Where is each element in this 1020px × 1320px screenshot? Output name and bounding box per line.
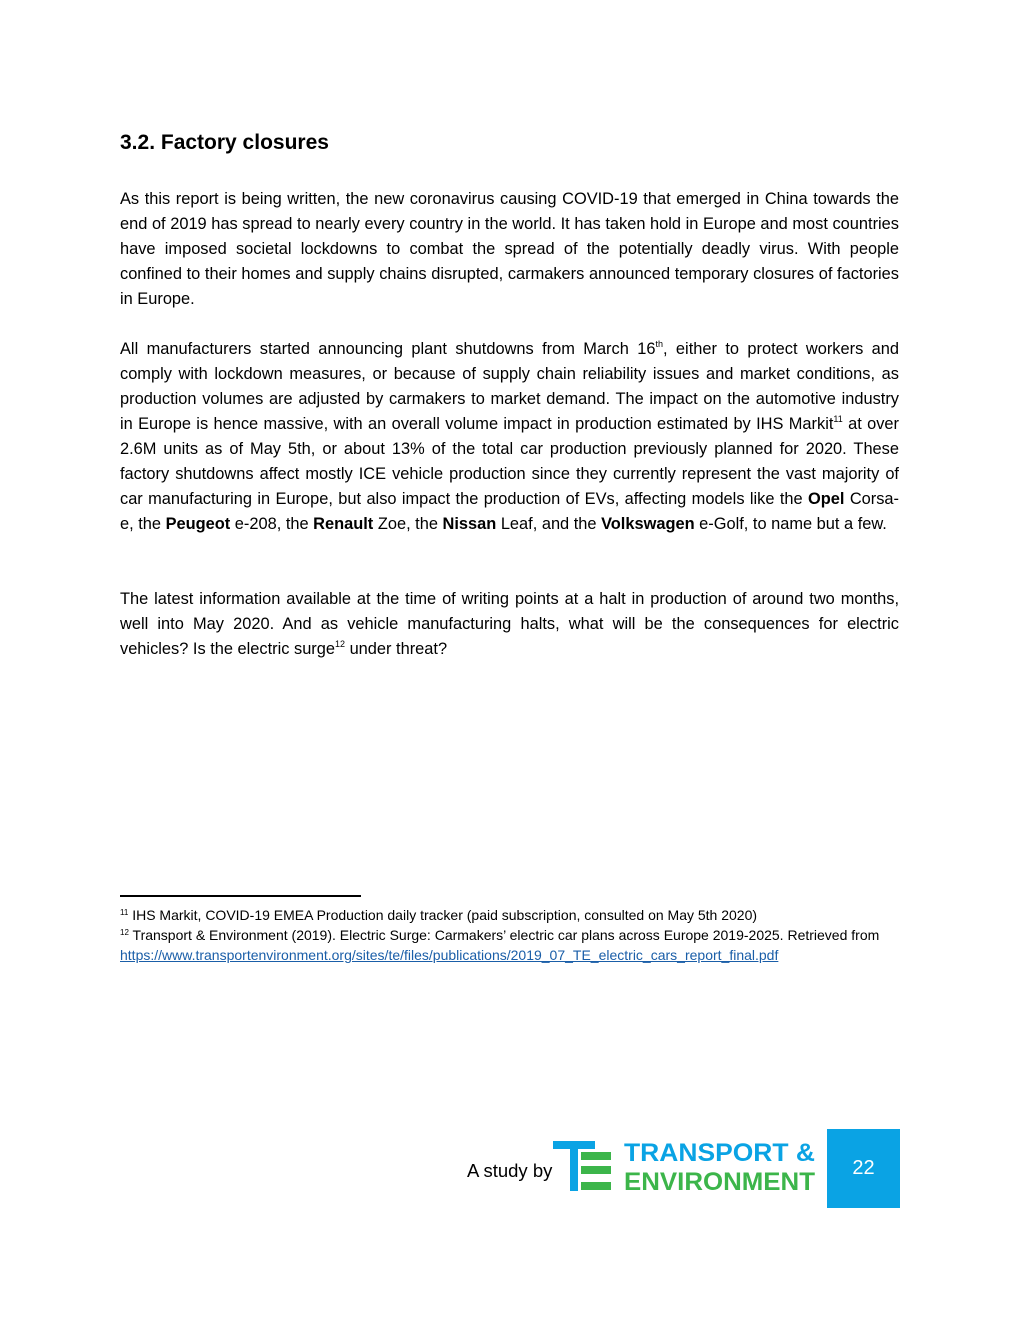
footnote-ref-12[interactable]: 12 xyxy=(335,639,346,649)
te-logo-mark-icon xyxy=(553,1141,611,1191)
paragraph-latest-information xyxy=(120,587,899,662)
footnote-11 xyxy=(120,905,880,925)
p2-text-f: Zoe, the xyxy=(373,515,443,533)
ordinal-suffix: th xyxy=(655,339,663,349)
brand-peugeot: Peugeot xyxy=(165,515,231,533)
footnote-text: Transport & Environment (2019). Electric Surge: Carmakers’ electric car plans across Europe 2019-2025. Retrieved from xyxy=(128,927,880,943)
p2-text-d: Corsa-e, the xyxy=(120,490,900,533)
logo-environment-text: ENVIRONMENT xyxy=(624,1168,815,1194)
footnote-ref-11[interactable]: 11 xyxy=(833,414,843,424)
footnote-text: IHS Markit, COVID-19 EMEA Production daily tracker (paid subscription, consulted on May 5th 2020) xyxy=(128,907,758,923)
paragraph-covid-spread: As this report is being written, the new coronavirus causing COVID-19 that emerged in China towards the end of 2019 has spread to nearly every country in the world. It has taken hold in Europe and most countries have imposed societal lockdowns to combat the spread of the potentially deadly virus. With people confined to their homes and supply chains disrupted, carmakers announced temporary closures of factories in Europe. xyxy=(120,190,899,308)
page-number: 22 xyxy=(827,1129,900,1208)
p2-text-a: All manufacturers started announcing plant shutdowns from March 16 xyxy=(120,340,656,358)
brand-opel: Opel xyxy=(808,490,845,508)
study-by-label: A study by xyxy=(467,1160,553,1181)
p2-text-h: e-Golf, to name but a few. xyxy=(694,515,887,533)
logo-transport-text: TRANSPORT & xyxy=(624,1139,815,1167)
te-logo xyxy=(553,1138,817,1194)
section-heading: 3.2. Factory closures xyxy=(120,131,329,154)
footnote-number: 12 xyxy=(120,928,129,937)
footnote-12 xyxy=(120,925,880,965)
footnote-number: 11 xyxy=(120,908,129,917)
p2-text-e: e-208, the xyxy=(230,515,314,533)
brand-volkswagen: Volkswagen xyxy=(601,515,695,533)
p2-text-g: Leaf, and the xyxy=(496,515,602,533)
brand-renault: Renault xyxy=(313,515,374,533)
p3-text-a: The latest information available at the time of writing points at a halt in production of around two months, well into May 2020. And as vehicle manufacturing halts, what will be the consequences for electric vehicles? Is the electric surge xyxy=(120,590,899,658)
p3-text-b: under threat? xyxy=(345,640,448,658)
brand-nissan: Nissan xyxy=(442,515,497,533)
p2-text-b: , either to protect workers and comply with lockdown measures, or because of supply chain reliability issues and market conditions, as production volumes are adjusted by carmakers to market demand. The impact on the automotive industry in Europe is hence massive, with an overall volume impact in production estimated by IHS Markit xyxy=(120,340,900,433)
report-link[interactable]: https://www.transportenvironment.org/sites/te/files/publications/2019_07_TE_electric_cars_report_final.pdf xyxy=(120,947,779,963)
p2-text-c: at over 2.6M units as of May 5th, or about 13% of the total car production previously planned for 2020. These factory shutdowns affect mostly ICE vehicle production since they currently represent the vast majority of car manufacturing in Europe, but also impact the production of EVs, affecting models like the xyxy=(120,415,900,508)
footnote-separator xyxy=(120,895,361,897)
paragraph-plant-shutdowns xyxy=(120,337,899,537)
